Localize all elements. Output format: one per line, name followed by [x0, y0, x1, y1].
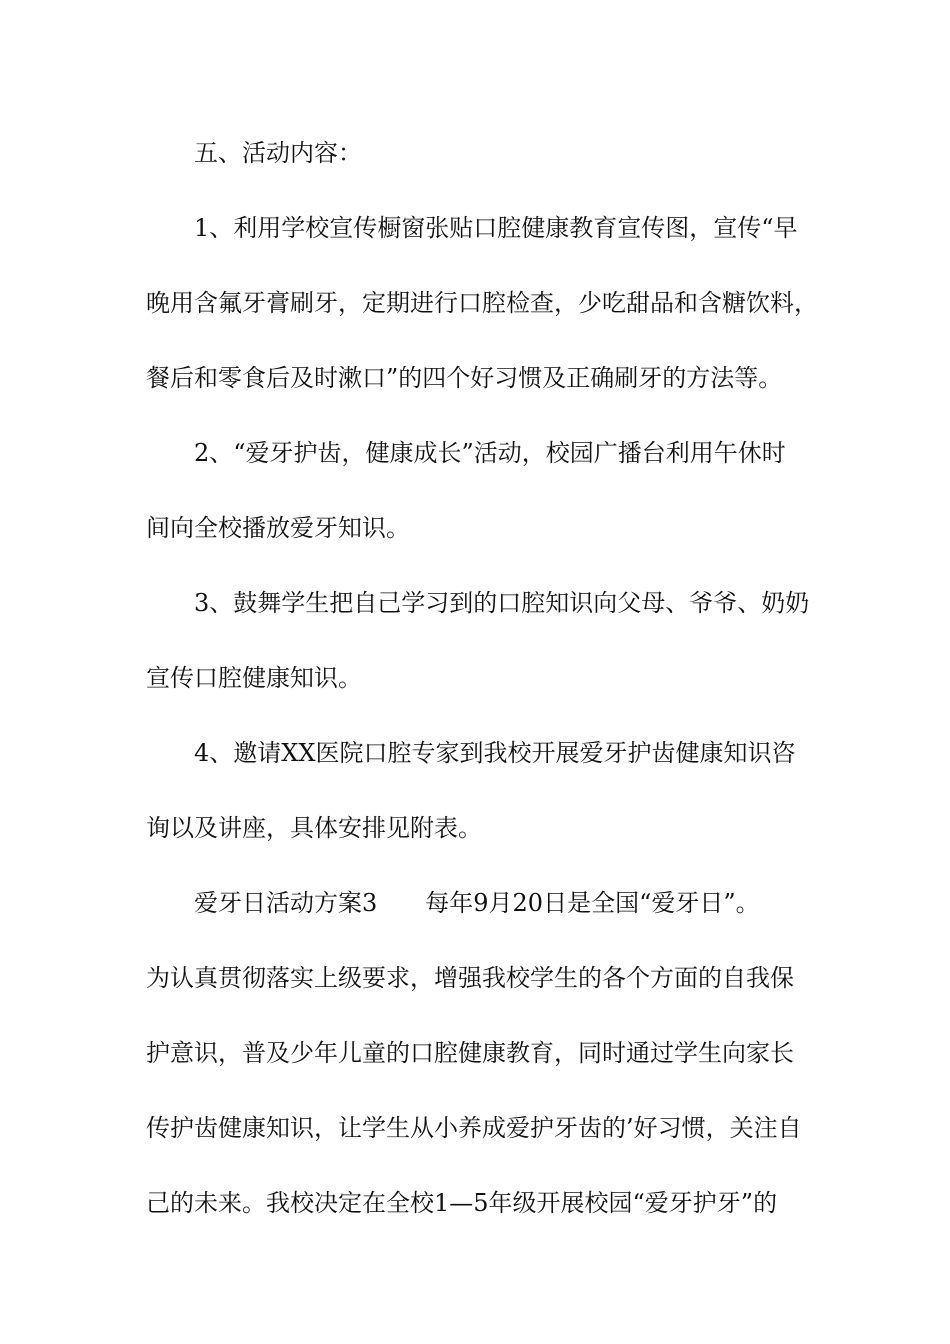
paragraph-line: 餐后和零食后及时漱口”的四个好习惯及正确刷牙的方法等。: [146, 364, 783, 392]
paragraph-line: 间向全校播放爱牙知识。: [146, 514, 410, 542]
paragraph-line: 宣传口腔健康知识。: [146, 664, 362, 692]
paragraph-line: 己的未来。我校决定在全校1—5年级开展校园“爱牙护牙”的: [146, 1189, 778, 1217]
paragraph-line: 3、鼓舞学生把自己学习到的口腔知识向父母、爷爷、奶奶: [194, 589, 810, 617]
paragraph-line: 传护齿健康知识，让学生从小养成爱护牙齿的’好习惯，关注自: [146, 1114, 802, 1142]
paragraph-line: 晚用含氟牙膏刷牙，定期进行口腔检查，少吃甜品和含糖饮料，: [146, 289, 818, 317]
section-heading: 五、活动内容：: [194, 139, 362, 167]
paragraph-line: 为认真贯彻落实上级要求，增强我校学生的各个方面的自我保: [146, 964, 794, 992]
paragraph-line: 爱牙日活动方案3 每年9月20日是全国“爱牙日”。: [194, 889, 760, 917]
paragraph-line: 护意识，普及少年儿童的口腔健康教育，同时通过学生向家长: [146, 1039, 794, 1067]
paragraph-line: 2、“爱牙护齿，健康成长”活动，校园广播台利用午休时: [194, 439, 786, 467]
paragraph-line: 询以及讲座，具体安排见附表。: [146, 814, 482, 842]
paragraph-line: 4、邀请XX医院口腔专家到我校开展爱牙护齿健康知识咨: [194, 739, 796, 767]
paragraph-line: 1、利用学校宣传橱窗张贴口腔健康教育宣传图，宣传“早: [194, 214, 798, 242]
